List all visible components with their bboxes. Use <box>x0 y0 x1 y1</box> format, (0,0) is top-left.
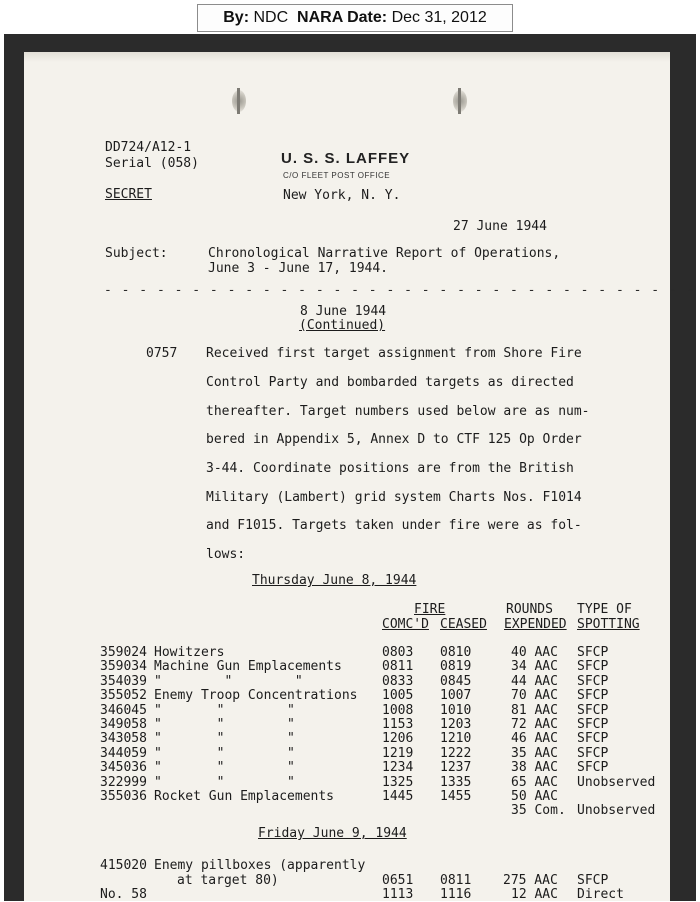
cell-comm: 1445 <box>382 789 414 804</box>
cell-desc: " " " <box>154 745 295 761</box>
cell-comm: 1206 <box>382 731 414 747</box>
cell-rounds: 46 AAC <box>511 731 558 747</box>
cell-target: 415020 <box>100 858 147 873</box>
cell-ceased: 0819 <box>440 659 472 675</box>
cell-desc: at target 80) <box>177 872 279 888</box>
col-header-rounds: ROUNDS <box>506 602 553 617</box>
cell-ceased: 1335 <box>440 774 472 790</box>
section-date: 8 June 1944 <box>300 304 387 319</box>
serial-number: Serial (058) <box>105 156 199 171</box>
cell-spotting: SFCP <box>577 659 609 675</box>
classification-marking: SECRET <box>105 187 152 202</box>
cell-spotting: SFCP <box>577 872 609 888</box>
divider-line: - - - - - - - - - - - - - - - - - - - - - - - - - - - - - - - - - - <box>104 283 696 298</box>
cell-rounds: 44 AAC <box>511 673 558 689</box>
narrative-line: Received first target assignment from Shore Fire <box>206 346 582 361</box>
cell-comm: 1325 <box>382 774 414 790</box>
cell-rounds: 65 AAC <box>511 774 558 790</box>
cell-ceased: 0845 <box>440 673 472 689</box>
cell-desc: Rocket Gun Emplacements <box>154 789 335 804</box>
cell-ceased: 1210 <box>440 731 472 747</box>
cell-ceased: 1222 <box>440 745 472 761</box>
subject-line-2: June 3 - June 17, 1944. <box>208 261 389 276</box>
cell-spotting: SFCP <box>577 645 609 660</box>
declassification-stamp <box>197 4 513 32</box>
cell-desc: Enemy pillboxes (apparently <box>154 858 366 873</box>
cell-target: 355052 <box>100 688 147 704</box>
cell-comm: 0651 <box>382 872 414 888</box>
cell-rounds: 275 AAC <box>503 872 558 888</box>
col-header-fire: FIRE <box>414 602 446 617</box>
stamp-date-value: Dec 31, 2012 <box>391 9 487 26</box>
cell-spotting: SFCP <box>577 717 609 732</box>
cell-rounds: 12 AAC <box>511 887 558 902</box>
col-header-spotting: SPOTTING <box>577 617 640 632</box>
cell-ceased: 1010 <box>440 702 472 718</box>
col-header-expended: EXPENDED <box>504 617 567 632</box>
cell-target: 355036 <box>100 789 147 804</box>
cell-spotting: SFCP <box>577 673 609 689</box>
cell-target: 343058 <box>100 731 147 747</box>
cell-target: No. 58 <box>100 887 147 902</box>
cell-spotting: Unobserved <box>577 803 656 819</box>
cell-comm: 0811 <box>382 659 414 675</box>
cell-comm: 1234 <box>382 760 414 776</box>
cell-desc: " " " <box>154 760 295 776</box>
cell-ceased: 1007 <box>440 688 472 704</box>
narrative-line: 3-44. Coordinate positions are from the British <box>206 461 574 476</box>
cell-comm: 1113 <box>382 887 414 902</box>
cell-ceased: 1455 <box>440 789 472 804</box>
cell-rounds: 40 AAC <box>511 645 558 660</box>
cell-rounds: 50 AAC <box>511 789 558 804</box>
narrative-line: Military (Lambert) grid system Charts Nos. F1014 <box>206 490 582 505</box>
cell-ceased: 0810 <box>440 645 472 660</box>
stamp-by-label: By: <box>223 9 250 26</box>
col-header-commenced: COMC'D <box>382 617 429 632</box>
cell-ceased: 1237 <box>440 760 472 776</box>
cell-target: 359024 <box>100 645 147 660</box>
cell-rounds: 38 AAC <box>511 760 558 776</box>
fleet-post-office: C/O FLEET POST OFFICE <box>283 171 391 180</box>
cell-spotting: Direct <box>577 887 624 902</box>
cell-comm: 1008 <box>382 702 414 718</box>
stamp-by-value: NDC <box>253 9 289 26</box>
letter-date: 27 June 1944 <box>453 219 547 234</box>
cell-spotting: SFCP <box>577 745 609 761</box>
cell-comm: 1153 <box>382 717 414 732</box>
cell-desc: " " " <box>154 673 303 689</box>
narrative-line: bered in Appendix 5, Annex D to CTF 125 Op Order <box>206 432 582 447</box>
thursday-heading: Thursday June 8, 1944 <box>252 573 417 588</box>
narrative-line: Control Party and bombarded targets as directed <box>206 375 574 390</box>
cell-rounds: 34 AAC <box>511 659 558 675</box>
cell-comm: 1005 <box>382 688 414 704</box>
cell-rounds: 70 AAC <box>511 688 558 704</box>
cell-rounds: 72 AAC <box>511 717 558 732</box>
ship-name: U. S. S. LAFFEY <box>281 150 411 167</box>
cell-spotting: SFCP <box>577 760 609 776</box>
cell-desc: " " " <box>154 731 295 747</box>
cell-rounds: 35 AAC <box>511 745 558 761</box>
cell-rounds: 35 Com. <box>511 803 566 819</box>
narrative-line: lows: <box>206 547 246 562</box>
cell-ceased: 0811 <box>440 872 472 888</box>
file-code: DD724/A12-1 <box>105 140 192 155</box>
cell-comm: 0803 <box>382 645 414 660</box>
punch-hole-right <box>453 90 467 112</box>
friday-heading: Friday June 9, 1944 <box>258 826 407 841</box>
narrative-line: thereafter. Target numbers used below are as num- <box>206 404 590 419</box>
col-header-ceased: CEASED <box>440 617 487 632</box>
col-header-type-of: TYPE OF <box>577 602 632 617</box>
cell-desc: " " " <box>154 702 295 718</box>
cell-spotting: SFCP <box>577 702 609 718</box>
cell-desc: " " " <box>154 774 295 790</box>
cell-target: 359034 <box>100 659 147 675</box>
cell-rounds: 81 AAC <box>511 702 558 718</box>
cell-desc: Machine Gun Emplacements <box>154 659 342 675</box>
cell-spotting: SFCP <box>577 731 609 747</box>
cell-target: 322999 <box>100 774 147 790</box>
cell-target: 346045 <box>100 702 147 718</box>
city-line: New York, N. Y. <box>283 188 401 203</box>
cell-target: 345036 <box>100 760 147 776</box>
cell-desc: " " " <box>154 717 295 732</box>
stamp-date-label: NARA Date: <box>297 9 388 26</box>
cell-spotting: SFCP <box>577 688 609 704</box>
punch-hole-left <box>232 90 246 112</box>
page-edge-shadow <box>24 52 670 62</box>
cell-target: 344059 <box>100 745 147 761</box>
cell-target: 354039 <box>100 673 147 689</box>
subject-line-1: Chronological Narrative Report of Operations, <box>208 246 561 261</box>
cell-target: 349058 <box>100 717 147 732</box>
subject-label: Subject: <box>105 246 168 261</box>
cell-desc: Howitzers <box>154 645 225 660</box>
cell-spotting: Unobserved <box>577 774 656 790</box>
cell-comm: 0833 <box>382 673 414 689</box>
narrative-line: and F1015. Targets taken under fire were as fol- <box>206 518 582 533</box>
entry-time: 0757 <box>146 346 178 361</box>
cell-ceased: 1203 <box>440 717 472 732</box>
cell-desc: Enemy Troop Concentrations <box>154 688 358 704</box>
cell-ceased: 1116 <box>440 887 472 902</box>
section-continued: (Continued) <box>299 318 386 333</box>
cell-comm: 1219 <box>382 745 414 761</box>
